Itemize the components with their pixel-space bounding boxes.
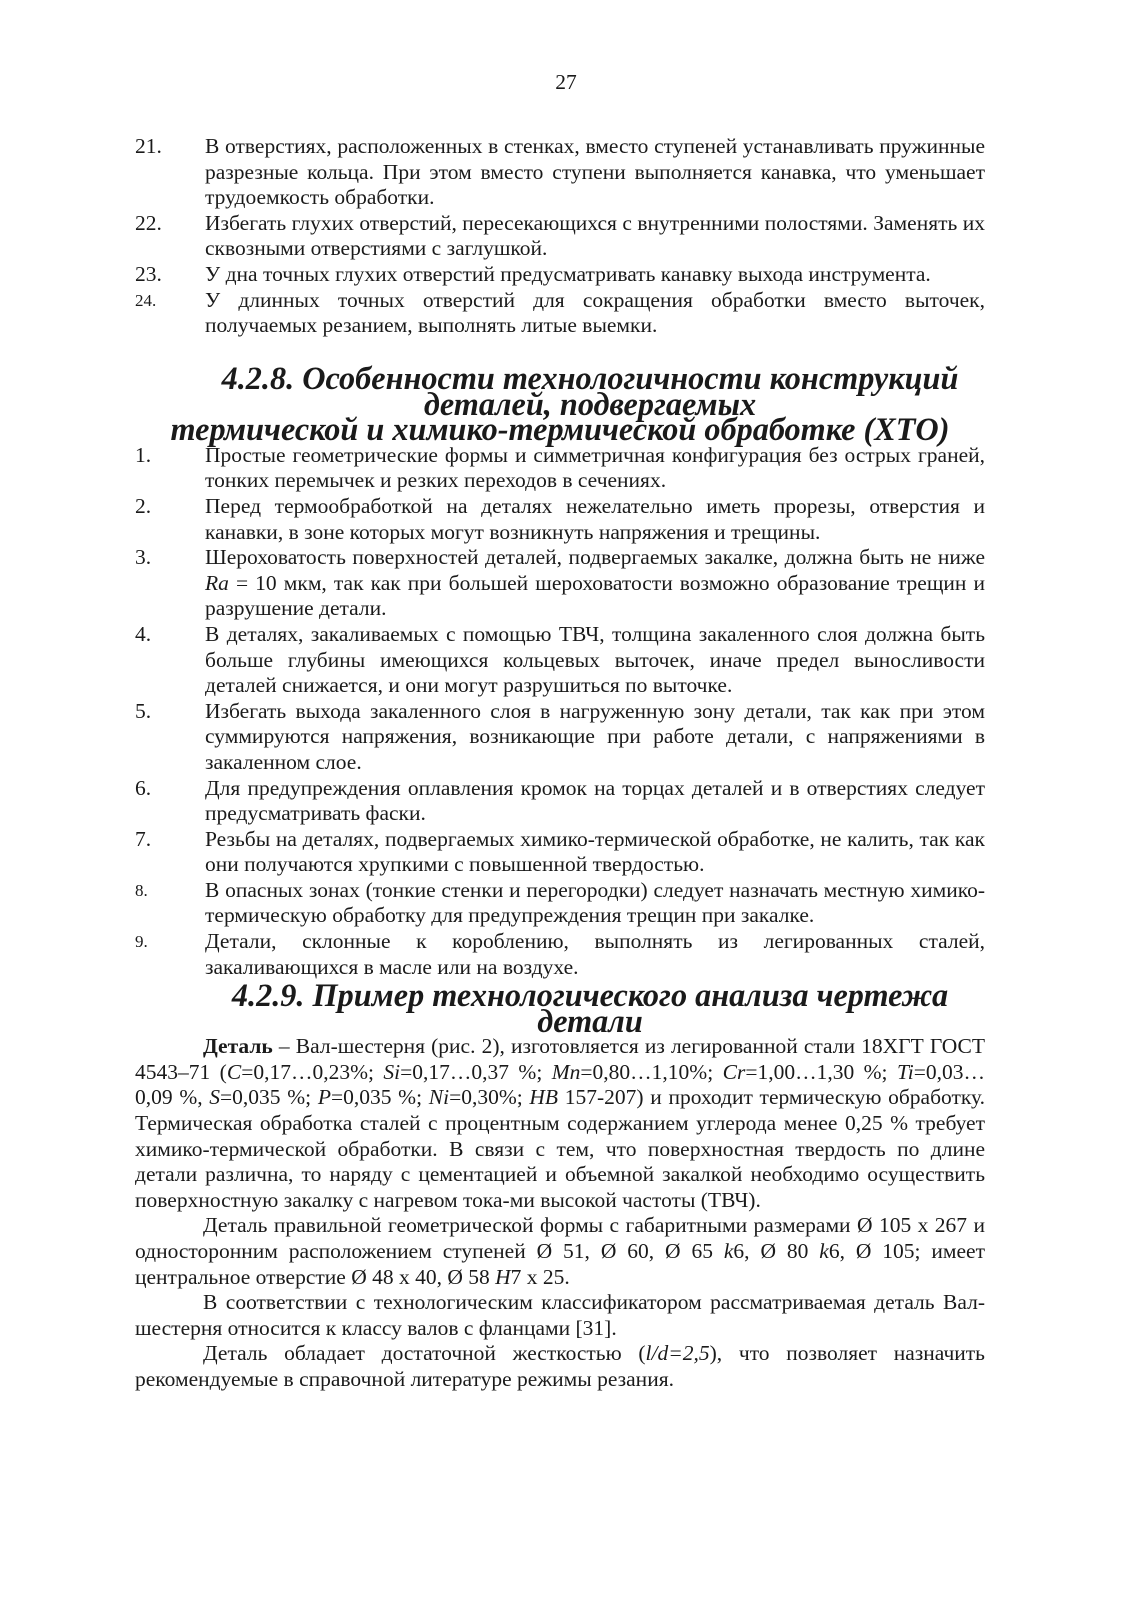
list-item <box>135 878 985 929</box>
list-item-number: 7. <box>135 826 152 851</box>
list-item-text: В деталях, закаливаемых с помощью ТВЧ, толщина закаленного слоя должна быть больше глубины имеющихся кольцевых выточек, иначе предел выносливости деталей снижается, и они могут разрушиться по выточке. <box>205 621 985 698</box>
paragraph: В соответствии с технологическим классификатором рассматриваемая деталь Вал-шестерня относится к классу валов с фланцами [31]. <box>135 1290 985 1340</box>
list-item-number: 4. <box>135 621 152 646</box>
list-item <box>135 545 985 622</box>
list-item-number: 2. <box>135 493 152 518</box>
section-4-2-9 <box>135 977 985 1393</box>
list-item <box>135 827 985 878</box>
list-item-text: Детали, склонные к короблению, выполнять из легированных сталей, закаливающихся в масле или на воздухе. <box>205 929 985 979</box>
section-4-2-8 <box>135 360 985 980</box>
section-heading: 4.2.9. Пример технологического анализа чертежа детали <box>231 977 949 1039</box>
list-item-text: В опасных зонах (тонкие стенки и перегородки) следует назначать местную химико-термическую обработку для предупреждения трещин при закалке. <box>205 877 985 928</box>
list-item-text: Избегать выхода закаленного слоя в нагруженную зону детали, так как при этом суммируются напряжения, возникающие при работе детали, с напряжениями в закаленном слое. <box>205 698 985 774</box>
list-item <box>135 134 985 211</box>
list-item <box>135 211 985 262</box>
list-item-number: 6. <box>135 775 152 800</box>
list-item-number: 5. <box>135 698 152 723</box>
list-item <box>135 288 985 339</box>
paragraph: Деталь правильной геометрической формы с габаритными размерами Ø 105 х 267 и односторонним расположением ступеней Ø 51, Ø 60, Ø 65 k6, Ø 80 k6, Ø 105; имеет центральное отверстие Ø 48 х 40, Ø 58 H7 х 25. <box>135 1213 985 1289</box>
list-item <box>135 262 985 288</box>
list-item <box>135 622 985 699</box>
list-item-text: Избегать глухих отверстий, пересекающихся с внутренними полостями. Заменять их сквозными отверстиями с заглушкой. <box>205 210 985 261</box>
paragraph: Деталь – Вал-шестерня (рис. 2), изготовляется из легированной стали 18ХГТ ГОСТ 4543–71 (C=0,17…0,23%; Si=0,17…0,37 %; Mn=0,80…1,10%; Cr=1,00…1,30 %; Ti=0,03…0,09 %, S=0,035 %; P=0,035 %; Ni=0,30%; HB 157-207) и проходит термическую обработку. Термическая обработка сталей с процентным содержанием углерода менее 0,25 % требует химико-термической обработки. В связи с тем, что поверхностная твердость по длине детали различна, то наряду с цементацией и объемной закалкой необходимо осуществить поверхностную закалку с нагревом тока-ми высокой частоты (ТВЧ). <box>135 1034 985 1212</box>
list-item-text: Шероховатость поверхностей деталей, подвергаемых закалке, должна быть не ниже Ra = 10 мкм, так как при большей шероховатости возможно образование трещин и разрушение детали. <box>205 545 985 621</box>
paragraph-lead: Деталь <box>203 1034 273 1059</box>
list-item-number: 8. <box>135 880 148 900</box>
list-item-text: У длинных точных отверстий для сокращения обработки вместо выточек, получаемых резанием, выполнять литые выемки. <box>205 287 985 338</box>
list-item-text: Резьбы на деталях, подвергаемых химико-термической обработке, не калить, так как они получаются хрупкими с повышенной твердостью. <box>205 826 985 877</box>
list-item-number: 9. <box>135 932 148 952</box>
list-item-number: 24. <box>135 290 157 310</box>
list-item <box>135 776 985 827</box>
list-item-text: Для предупреждения оплавления кромок на торцах деталей и в отверстиях следует предусматривать фаски. <box>205 775 985 826</box>
list-item-text: Перед термообработкой на деталях нежелательно иметь прорезы, отверстия и канавки, в зоне которых могут возникнуть напряжения и трещины. <box>205 493 985 544</box>
roughness-symbol: Ra <box>205 570 229 595</box>
list-item <box>135 443 985 494</box>
list-continued <box>135 134 985 339</box>
list-item-text: Простые геометрические формы и симметричная конфигурация без острых граней, тонких перемычек и резких переходов в сечениях. <box>205 442 985 493</box>
list-item-number: 23. <box>135 261 162 286</box>
list-item-number: 1. <box>135 442 152 467</box>
list-item <box>135 699 985 776</box>
paragraph: Деталь обладает достаточной жесткостью (l/d=2,5), что позволяет назначить рекомендуемые в справочной литературе режимы резания. <box>135 1341 985 1391</box>
page-number: 27 <box>555 70 577 94</box>
list-item-number: 22. <box>135 210 162 235</box>
section-heading-line: термической и химико-термической обработке (ХТО) <box>170 411 950 448</box>
list-item-text: В отверстиях, расположенных в стенках, вместо ступеней устанавливать пружинные разрезные кольца. При этом вместо ступени выполняется канавка, что уменьшает трудоемкость обработки. <box>205 134 985 210</box>
stiffness-ratio: l/d=2,5 <box>645 1341 710 1366</box>
section-heading-line: 4.2.8. Особенности технологичности конструкций деталей, подвергаемых <box>221 360 959 422</box>
section-heading <box>135 360 985 448</box>
list-item-number: 3. <box>135 545 152 570</box>
list-item-text: У дна точных глухих отверстий предусматривать канавку выхода инструмента. <box>205 261 931 286</box>
list-item <box>135 929 985 980</box>
list-item <box>135 494 985 545</box>
list-item-number: 21. <box>135 134 162 158</box>
